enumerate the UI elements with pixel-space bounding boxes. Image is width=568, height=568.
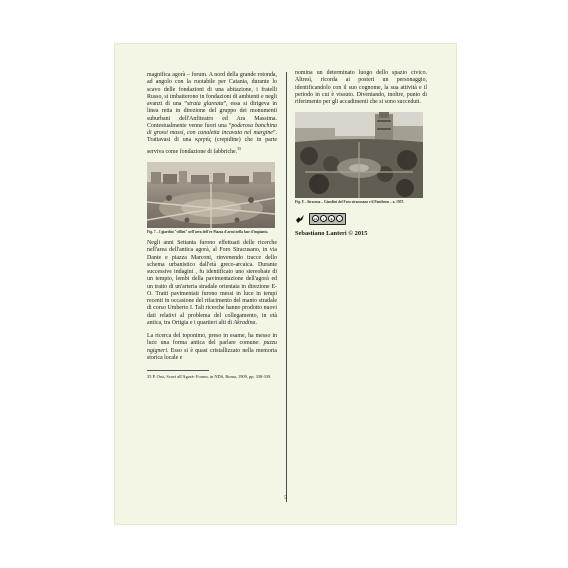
bird-logo-icon [295,214,305,224]
left-column [147,72,277,380]
copyright-notice: Sebastiano Lanteri © 2015 [295,229,368,237]
figure-8-caption: Fig. 8 – Siracusa – Giardini del Foro siracusano e il Pantheon – a. 1957. [295,200,405,205]
page-number: 5 [284,495,287,501]
paragraph-ricerche: Negli anni Settanta furono effettuati delle ricerche nell'area dell'antica agorà, al Foro Siracusano, in via Dante e piazza Marconi, rinvenendo tracce dello schema urbanistico dall'età greco-arcaica. Durante successive indagini , fu identificato uno stereobate di un tempio, lembi della pavimentazione dell'agorà ed un tratto di un'arteria stradale orientata in direzione E-O. Tratti pavimentati furono messi in luce in tempi recenti in occasione del rifacimento del manto stradale di corso Umberto I. Tali ricerche hanno prodotto nuovi dati relativi al problema del collegamento, in età antica, tra Ortigia e i quartieri alti di Akradina. [147,240,277,326]
paragraph-civico: nomina un determinato luogo dello spazio civico. Altresì, ricorda ai posteri un personaggio, identificandolo con il suo cognome, la sua attività e il periodo in cui è vissuto. Diventando, inoltre, punto di riferimento per gli accadimenti che si sono succeduti. [295,70,427,105]
document-page [115,44,456,524]
right-column [295,70,427,237]
creative-commons-badge[interactable] [309,213,346,225]
footnote-ref: 35 [237,145,242,151]
historic-photo-piazza-armi [147,162,275,228]
cc-icon: cc [313,217,318,222]
nd-icon: = [336,215,343,222]
historic-photo-foro-pantheon [295,112,423,198]
by-icon: i [320,215,327,222]
nc-icon: $ [328,215,335,222]
paragraph-agora: magnifica agorà – forum. A nord della grande rotonda, ad angolo con la ruotabile per Catania, durante lo scavo delle fondazioni di una abitazione, i fratelli Russo, si imbatterono in fondazioni di ambienti e negli avanzi di una “strata glareata”, essa si dirigeva in linea retta in direzione del gruppo dei monumenti suburbani dell'Anfiteatro ed Ara Massima. Contestualmente venne fuori una “poderosa banchina di grossi massi, con canaletta incavata nel margine”. Trattavasi di una κρηπίς (crepidine) che in parte serviva come fondazione di fabbriche.$^{35}$ [147,72,278,155]
license-row [295,213,427,225]
footnote-rule [147,370,209,371]
paragraph-toponimo: La ricerca del toponimo, preso in esame, ha messo in luce una forma antica del parlare comune: puzzu ngigneri. Esso si è quasi cristallizzato nella memoria storica locale e [147,333,277,361]
column-divider [286,72,287,502]
footnote-35: 35 P. Orsi, Scavi all'Agorà- Forum, in NDS, Roma, 1909, pp. 338-339. [147,374,272,380]
figure-7-caption: Fig. 7 – I giardini "villini" nell'area dell'ex Piazza d'armi nella fase d'impianto. [147,229,269,234]
